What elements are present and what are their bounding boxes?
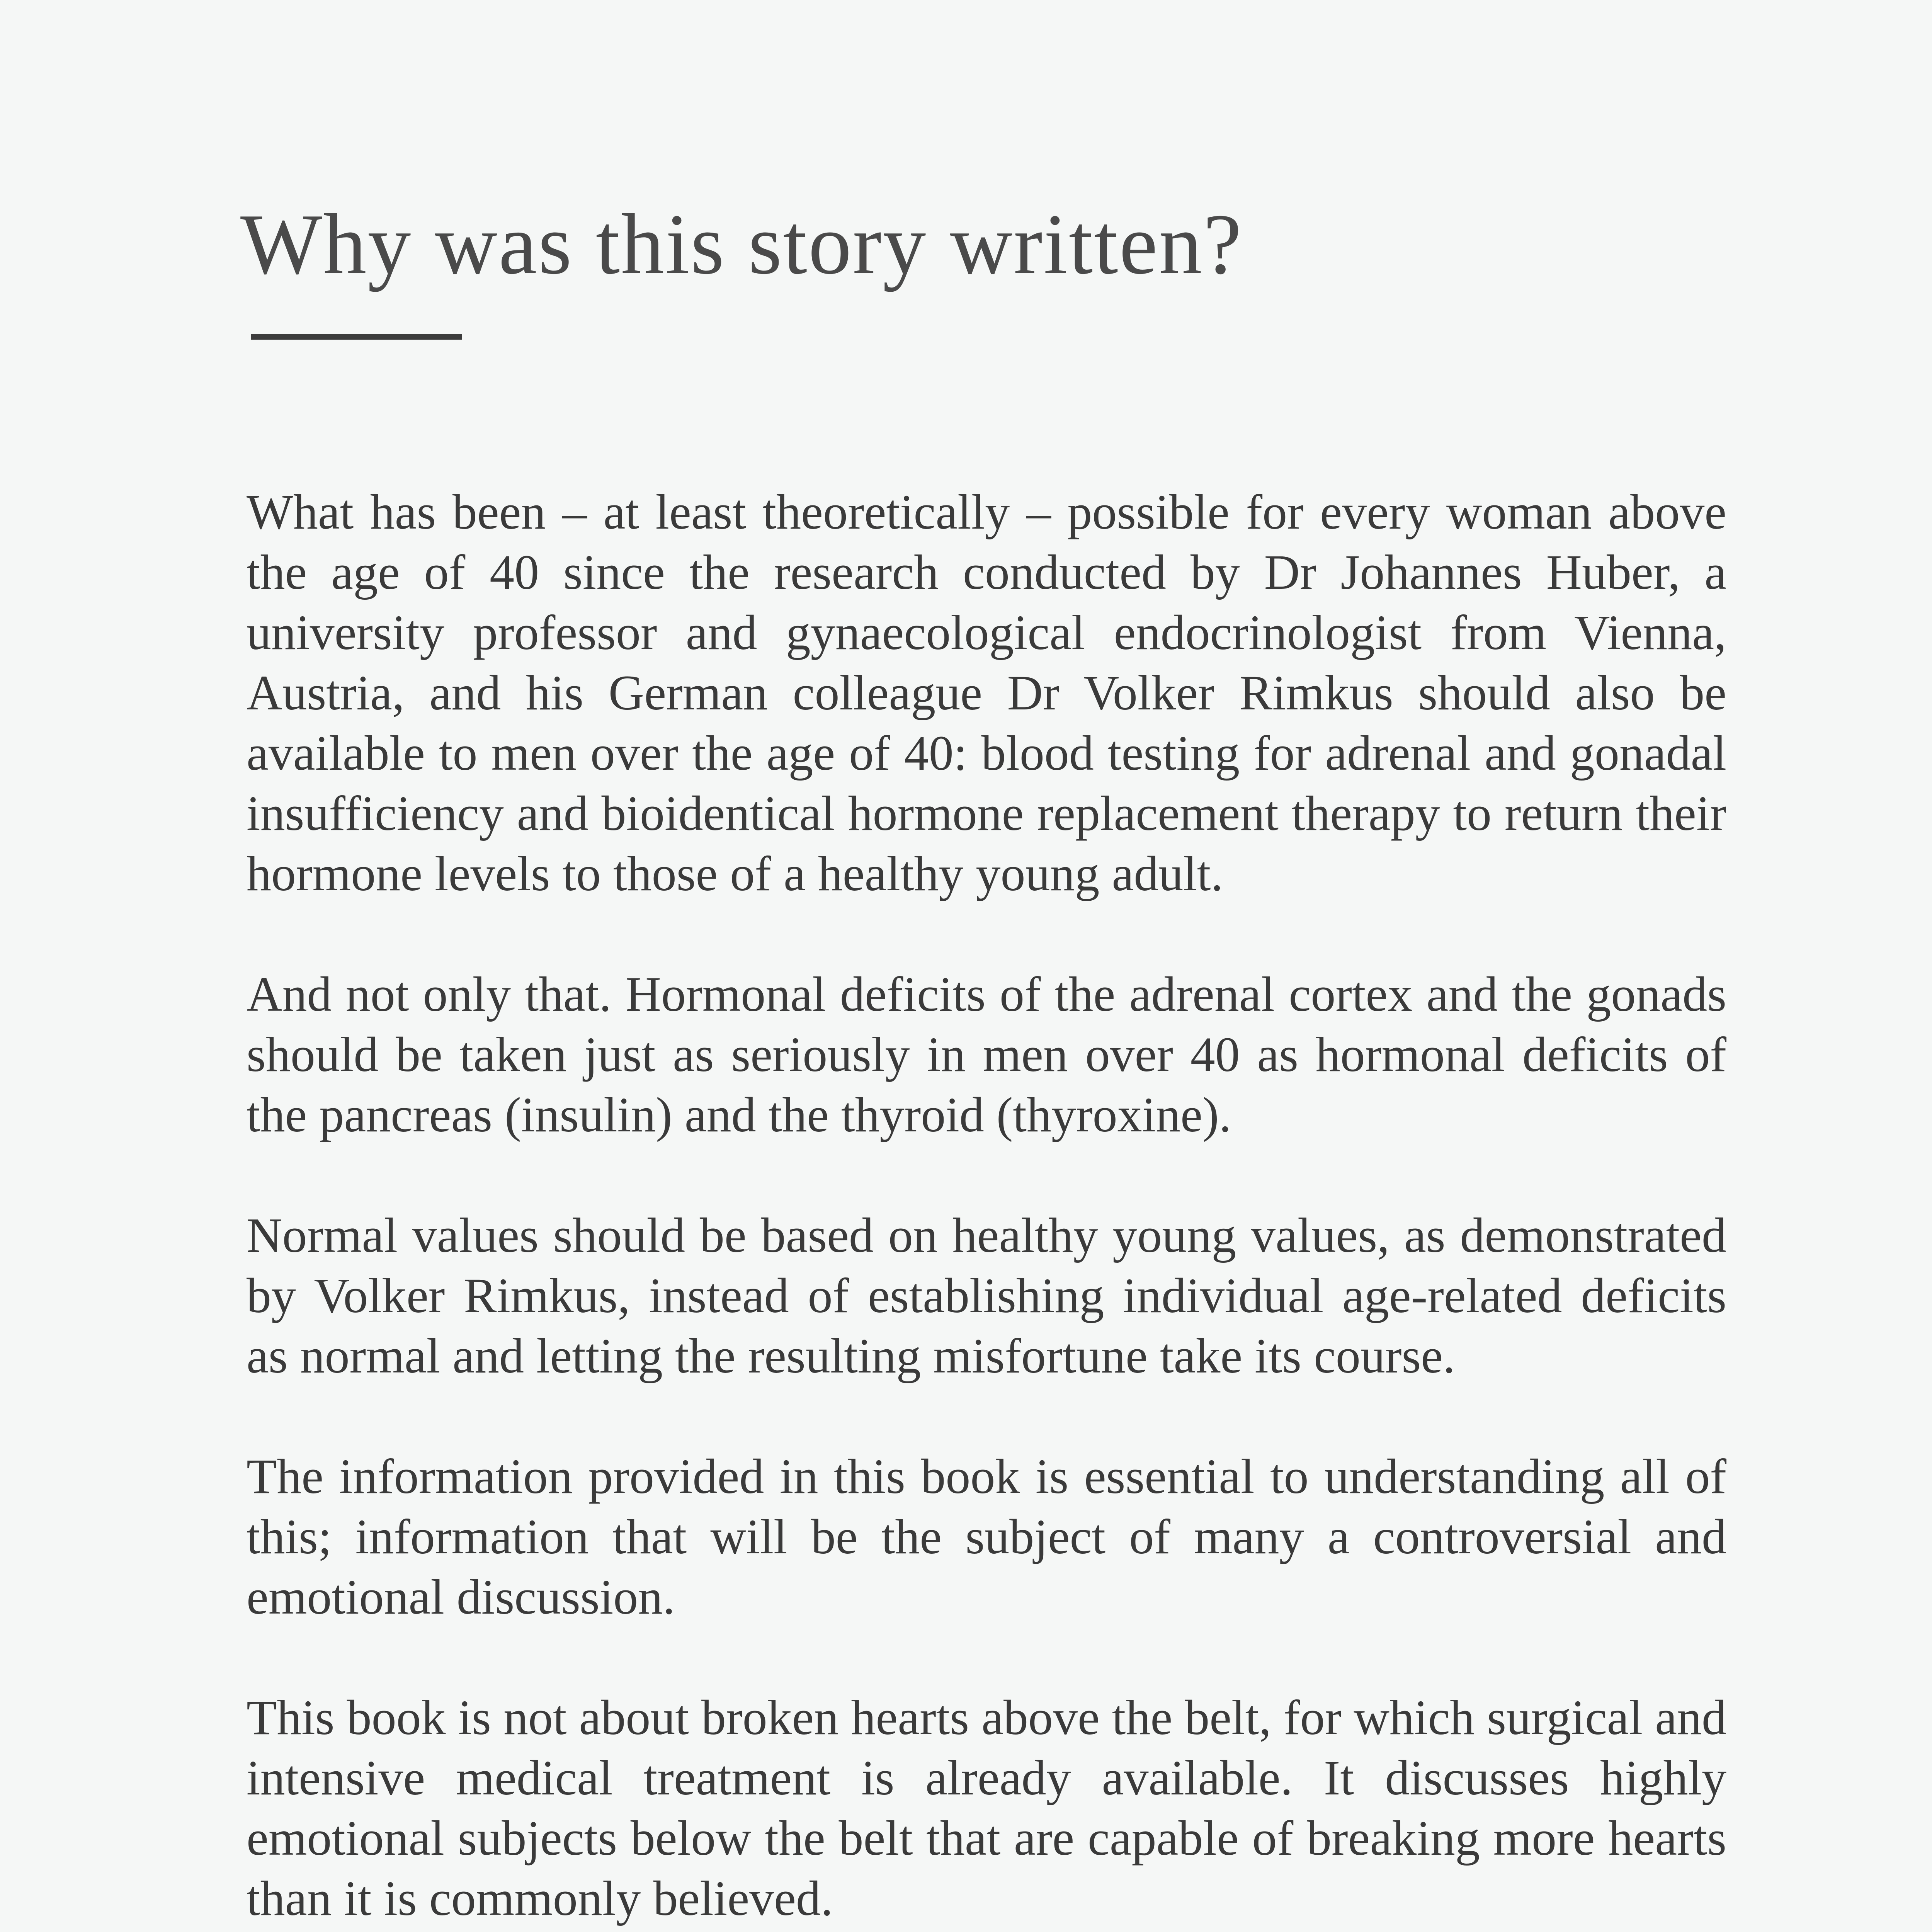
paragraph-1: What has been – at least theoretically – possible for every woman above the age of 40 since the research conducted by Dr Johannes Huber, a university professor and gynaecological endocrinologist from Vienna, Austria, and his German colleague Dr Volker Rimkus should also be available to men over the age of 40: blood testing for adrenal and gonadal insufficiency and bioidentical hormone replacement therapy to return their hormone levels to those of a healthy young adult. [247, 485, 1726, 901]
body-text [247, 482, 1726, 1932]
page-title: Why was this story written? [240, 196, 1243, 292]
paragraph-2: And not only that. Hormonal deficits of the adrenal cortex and the gonads should be taken just as seriously in men over 40 as hormonal deficits of the pancreas (insulin) and the thyroid (thyroxine). [247, 967, 1726, 1142]
paragraph-3: Normal values should be based on healthy young values, as demonstrated by Volker Rimkus, instead of establishing individual age-related deficits as normal and letting the resulting misfortune take its course. [247, 1208, 1726, 1383]
title-underline-divider [251, 334, 462, 340]
paragraph-5: This book is not about broken hearts above the belt, for which surgical and intensive medical treatment is already available. It discusses highly emotional subjects below the belt that are capable of breaking more hearts than it is commonly believed. [247, 1690, 1726, 1926]
paragraph-4: The information provided in this book is essential to understanding all of this; information that will be the subject of many a controversial and emotional discussion. [247, 1449, 1726, 1624]
